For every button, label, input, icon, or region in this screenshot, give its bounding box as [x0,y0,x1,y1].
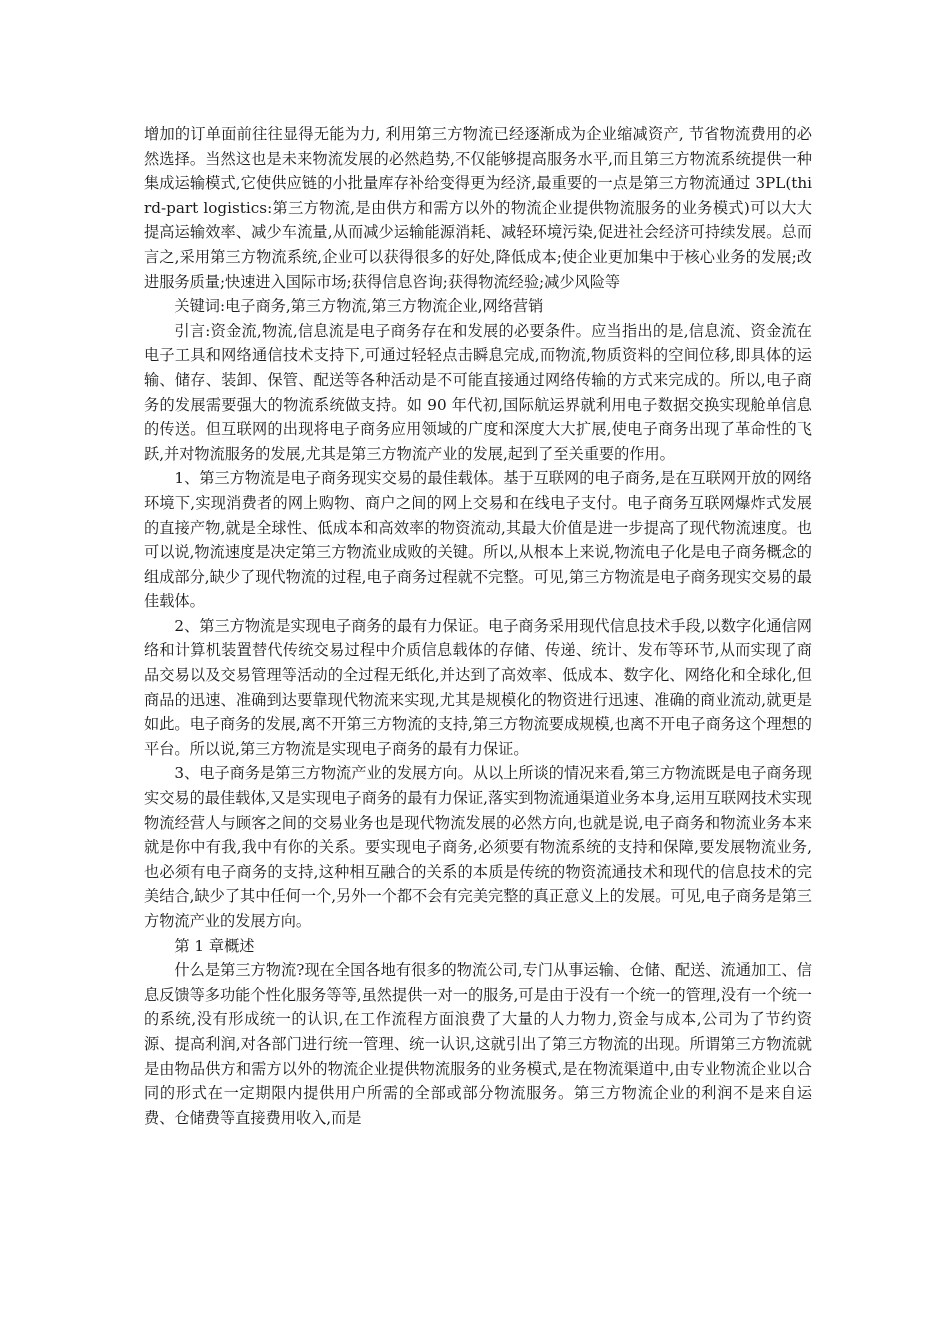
paragraph-point-2: 2、第三方物流是实现电子商务的最有力保证。电子商务采用现代信息技术手段,以数字化通信网络和计算机装置替代传统交易过程中介质信息载体的存储、传递、统计、发布等环节,从而实现了商品交易以及交易管理等活动的全过程无纸化,并达到了高效率、低成本、数字化、网络化和全球化,但商品的迅速、准确到达要靠现代物流来实现,尤其是规模化的物资进行迅速、准确的商业流动,就更是如此。电子商务的发展,离不开第三方物流的支持,第三方物流要成规模,也离不开电子商务这个理想的平台。所以说,第三方物流是实现电子商务的最有力保证。 [144,616,812,758]
paragraph-preface: 引言:资金流,物流,信息流是电子商务存在和发展的必要条件。应当指出的是,信息流、资金流在电子工具和网络通信技术支持下,可通过轻轻点击瞬息完成,而物流,物质资料的空间位移,即具体的运输、储存、装卸、保管、配送等各种活动是不可能直接通过网络传输的方式来完成的。所以,电子商务的发展需要强大的物流系统做支持。如 90 年代初,国际航运界就利用电子数据交换实现舱单信息的传送。但互联网的出现将电子商务应用领域的广度和深度大大扩展,使电子商务出现了革命性的飞跃,并对物流服务的发展,尤其是第三方物流产业的发展,起到了至关重要的作用。 [144,321,812,463]
paragraph-point-3: 3、电子商务是第三方物流产业的发展方向。从以上所谈的情况来看,第三方物流既是电子商务现实交易的最佳载体,又是实现电子商务的最有力保证,落实到物流通渠道业务本身,运用互联网技术实现物流经营人与顾客之间的交易业务也是现代物流发展的必然方向,也就是说,电子商务和物流业务本来就是你中有我,我中有你的关系。要实现电子商务,必须要有物流系统的支持和保障,要发展物流业务,也必须有电子商务的支持,这种相互融合的关系的本质是传统的物资流通技术和现代的信息技术的完美结合,缺少了其中任何一个,另外一个都不会有完美完整的真正意义上的发展。可见,电子商务是第三方物流产业的发展方向。 [144,764,812,930]
document-page [144,122,812,1130]
paragraph-intro-continued: 增加的订单面前往往显得无能为力, 利用第三方物流已经逐渐成为企业缩减资产, 节省物流费用的必然选择。当然这也是未来物流发展的必然趋势,不仅能够提高服务水平,而且第三方物流系统提供一种集成运输模式,它使供应链的小批量库存补给变得更为经济,最重要的一点是第三方物流通过 3PL(third-part logistics:第三方物流,是由供方和需方以外的物流企业提供物流服务的业务模式)可以大大提高运输效率、减少车流量,从而减少运输能源消耗、减轻环境污染,促进社会经济可持续发展。总而言之,采用第三方物流系统,企业可以获得很多的好处,降低成本;使企业更加集中于核心业务的发展;改进服务质量;快速进入国际市场;获得信息咨询;获得物流经验;减少风险等 [144,125,812,291]
paragraph-chapter-1-body: 什么是第三方物流?现在全国各地有很多的物流公司,专门从事运输、仓储、配送、流通加工、信息反馈等多功能个性化服务等等,虽然提供一对一的服务,可是由于没有一个统一的管理,没有一个统一的系统,没有形成统一的认识,在工作流程方面浪费了大量的人力物力,资金与成本,公司为了节约资源、提高利润,对各部门进行统一管理、统一认识,这就引出了第三方物流的出现。所谓第三方物流就是由物品供方和需方以外的物流企业提供物流服务的业务模式,是在物流渠道中,由专业物流企业以合同的形式在一定期限内提供用户所需的全部或部分物流服务。第三方物流企业的利润不是来自运费、仓储费等直接费用收入,而是 [144,961,812,1127]
paragraph-point-1: 1、第三方物流是电子商务现实交易的最佳载体。基于互联网的电子商务,是在互联网开放的网络环境下,实现消费者的网上购物、商户之间的网上交易和在线电子支付。电子商务互联网爆炸式发展的直接产物,就是全球性、低成本和高效率的物资流动,其最大价值是进一步提高了现代物流速度。也可以说,物流速度是决定第三方物流业成败的关键。所以,从根本上来说,物流电子化是电子商务概念的组成部分,缺少了现代物流的过程,电子商务过程就不完整。可见,第三方物流是电子商务现实交易的最佳载体。 [144,469,812,611]
chapter-heading: 第 1 章概述 [174,936,255,955]
paragraph-keywords: 关键词:电子商务,第三方物流,第三方物流企业,网络营销 [174,297,544,316]
